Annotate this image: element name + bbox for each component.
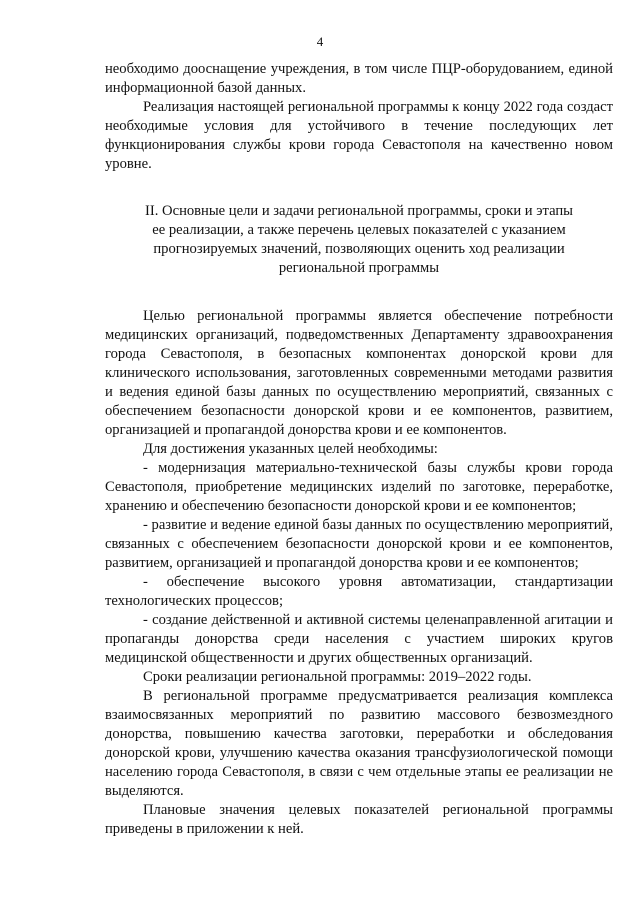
paragraph: Плановые значения целевых показателей региональной программы приведены в приложении к ней. (105, 802, 613, 837)
paragraph: В региональной программе предусматривается реализация комплекса взаимосвязанных мероприятий по развитию массового безвозмездного донорства, повышению качества заготовки, переработки и обследования донорской крови, улучшению качества оказания трансфузиологической помощи населению города Севастополя, в связи с чем отдельные этапы ее реализации не выделяются. (105, 688, 613, 799)
list-item: - модернизация материально-технической базы службы крови города Севастополя, приобретение медицинских изделий по заготовке, переработке, хранению и обеспечению безопасности донорской крови и ее компонентов; (105, 460, 613, 514)
paragraph: Реализация настоящей региональной программы к концу 2022 года создаст необходимые условия для устойчивого в течение последующих лет функционирования службы крови города Севастополя на качественно новом уровне. (105, 99, 613, 172)
heading-line: прогнозируемых значений, позволяющих оценить ход реализации (153, 241, 565, 257)
page-number: 4 (316, 34, 324, 49)
heading-line: региональной программы (278, 260, 440, 276)
document-body (105, 60, 613, 839)
list-item: - обеспечение высокого уровня автоматизации, стандартизации технологических процессов; (105, 574, 613, 609)
paragraph: Сроки реализации региональной программы: 2019–2022 годы. (143, 669, 532, 685)
heading-line: ее реализации, а также перечень целевых показателей с указанием (152, 222, 566, 238)
paragraph: Целью региональной программы является обеспечение потребности медицинских организаций, подведомственных Департаменту здравоохранения города Севастополя, в безопасных компонентах донорской крови для клинического использования, заготовленных современными методами развития и ведения единой базы данных по осуществлению мероприятий, связанных с обеспечением безопасности донорской крови и ее компонентов, развитием, организацией и пропагандой донорства крови и ее компонентов. (105, 308, 613, 438)
list-item: - создание действенной и активной системы целенаправленной агитации и пропаганды донорства среди населения с участием широких кругов медицинской общественности и других общественных организаций. (105, 612, 613, 666)
section-heading (105, 202, 613, 278)
heading-line: II. Основные цели и задачи региональной программы, сроки и этапы (145, 203, 573, 219)
paragraph: необходимо дооснащение учреждения, в том числе ПЦР-оборудованием, единой информационной базой данных. (105, 61, 613, 96)
list-item: - развитие и ведение единой базы данных по осуществлению мероприятий, связанных с обеспечением безопасности донорской крови и ее компонентов, развитием, организацией и пропагандой донорства крови и ее компонентов; (105, 517, 613, 571)
paragraph: Для достижения указанных целей необходимы: (143, 441, 438, 457)
